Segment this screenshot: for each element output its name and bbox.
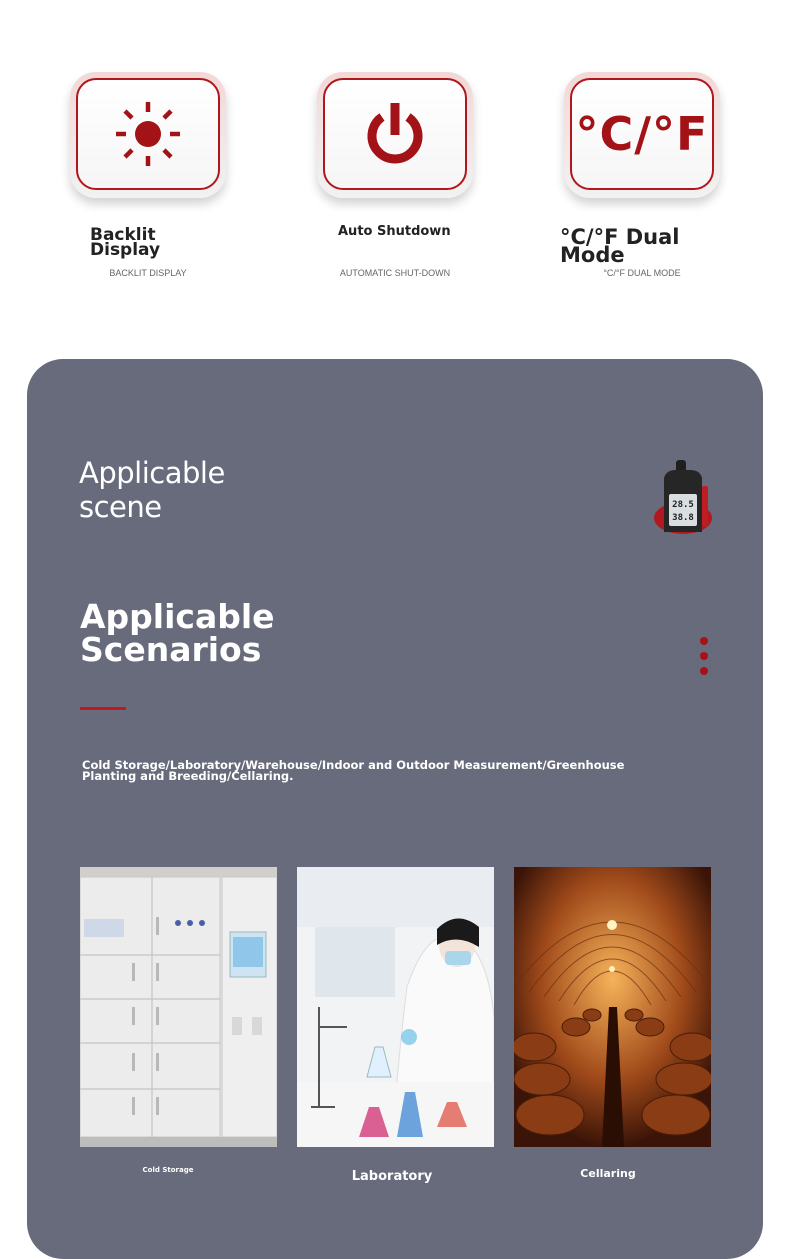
feature-subtitle-dual-mode: °C/°F DUAL MODE: [603, 268, 681, 278]
vertical-dots-icon: [700, 637, 708, 682]
feature-title-shutdown: Auto Shutdown: [338, 224, 451, 239]
device-reading-1: 28.5: [672, 500, 694, 510]
scene-heading: Applicable scene: [79, 456, 225, 524]
backlit-tile: [70, 72, 226, 198]
power-icon: [362, 101, 428, 167]
thermometer-device-image: [652, 458, 714, 536]
feature-title-dual-mode: °C/°F Dual Mode: [560, 225, 680, 267]
device-reading-2: 38.8: [672, 513, 694, 523]
feature-title-backlit: Backlit Display: [90, 225, 161, 260]
scenarios-title: Applicable Scenarios: [80, 597, 275, 669]
feature-subtitle-backlit: BACKLIT DISPLAY: [109, 268, 187, 278]
celsius-fahrenheit-icon: °C/°F: [575, 107, 709, 161]
cellaring-photo: [514, 867, 711, 1147]
dual-mode-tile: [564, 72, 720, 198]
feature-subtitle-shutdown: AUTOMATIC SHUT-DOWN: [339, 268, 451, 278]
scenarios-description: Cold Storage/Laboratory/Warehouse/Indoor and Outdoor Measurement/Greenhouse Planting and Breeding/Cellaring.: [82, 758, 625, 783]
cold-storage-photo: [80, 867, 277, 1147]
caption-cellaring: Cellaring: [580, 1167, 636, 1180]
caption-cold-storage: Cold Storage: [142, 1166, 194, 1174]
sun-icon: [112, 98, 184, 170]
caption-laboratory: Laboratory: [351, 1169, 433, 1184]
auto-shutdown-tile: [317, 72, 473, 198]
laboratory-photo: [297, 867, 494, 1147]
title-underline: [80, 707, 126, 710]
